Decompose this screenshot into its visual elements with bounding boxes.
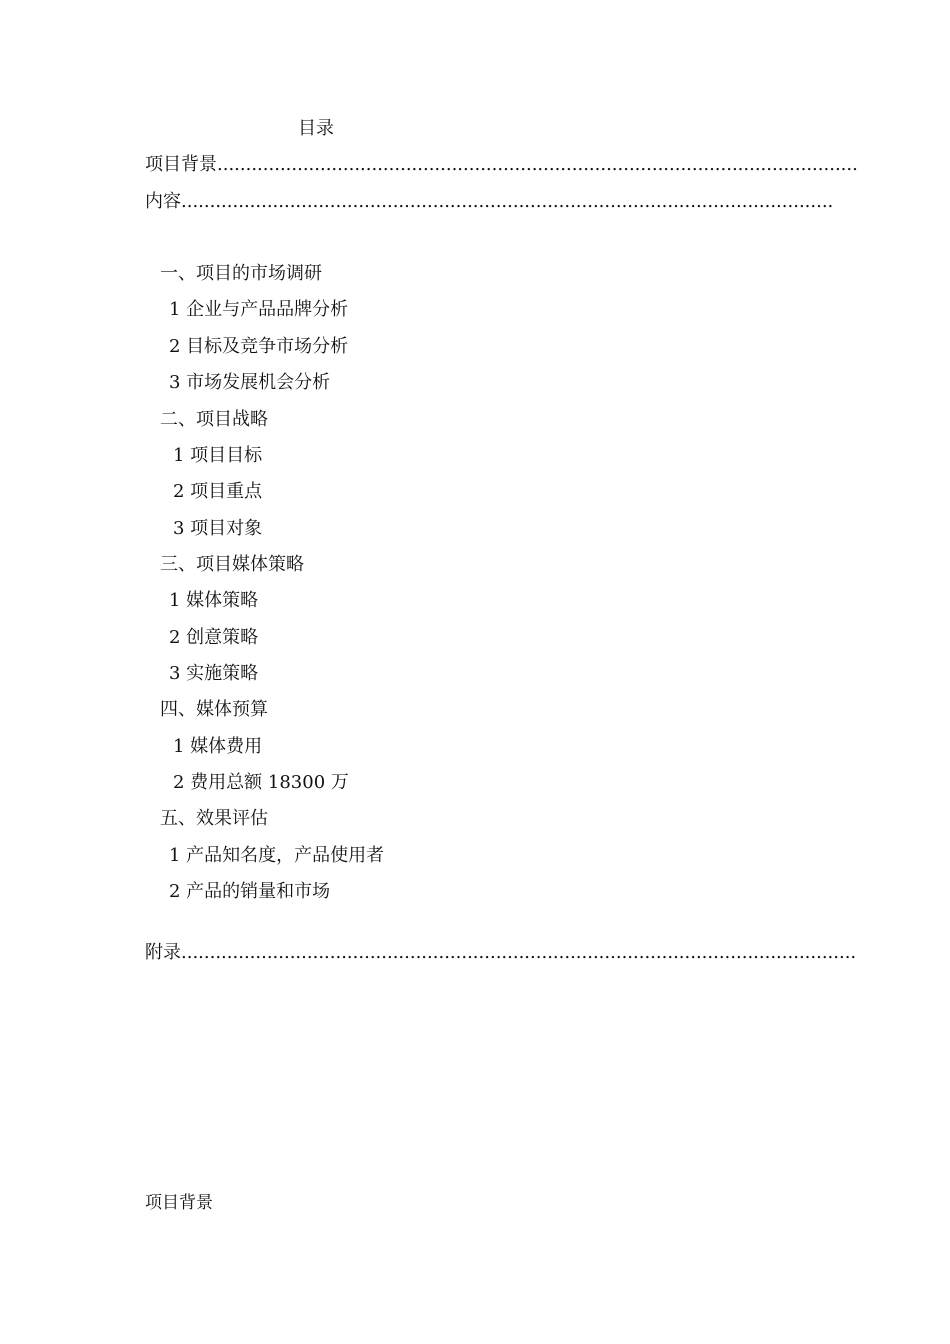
- toc-entry-label: 项目背景: [145, 154, 217, 175]
- toc-entry-content[interactable]: [145, 191, 833, 213]
- toc-title: 目录: [298, 118, 334, 139]
- outline-item: 1 产品知名度，产品使用者: [169, 845, 385, 866]
- outline-item: 2 产品的销量和市场: [169, 881, 331, 902]
- outline-item: 1 媒体费用: [173, 736, 263, 757]
- toc-entry-background[interactable]: [145, 154, 858, 176]
- toc-leader-dots: ......................................................................................................................: [181, 942, 857, 963]
- toc-entry-label: 内容: [145, 191, 181, 212]
- outline-item: 2 创意策略: [169, 627, 259, 648]
- outline-item: 1 媒体策略: [169, 590, 259, 611]
- section-heading-evaluation: 五、效果评估: [160, 808, 268, 829]
- toc-leader-dots: ..................................................................................................................: [181, 191, 834, 212]
- section-heading-media-strategy: 三、项目媒体策略: [160, 554, 304, 575]
- toc-leader-dots: ................................................................................................................: [217, 154, 858, 175]
- section-heading-strategy: 二、项目战略: [160, 409, 268, 430]
- toc-entry-label: 附录: [145, 942, 181, 963]
- outline-item: 2 项目重点: [173, 481, 263, 502]
- section-heading-media-budget: 四、媒体预算: [160, 699, 268, 720]
- outline-item: 2 费用总额 18300 万: [173, 772, 349, 793]
- outline-item: 3 项目对象: [173, 518, 263, 539]
- toc-entry-appendix[interactable]: [145, 942, 856, 964]
- outline-item: 2 目标及竞争市场分析: [169, 336, 349, 357]
- outline-item: 3 实施策略: [169, 663, 259, 684]
- section-heading-market-research: 一、项目的市场调研: [160, 263, 322, 284]
- body-heading-background: 项目背景: [145, 1193, 213, 1213]
- outline-item: 1 项目目标: [173, 445, 263, 466]
- outline-item: 3 市场发展机会分析: [169, 372, 331, 393]
- outline-item: 1 企业与产品品牌分析: [169, 299, 349, 320]
